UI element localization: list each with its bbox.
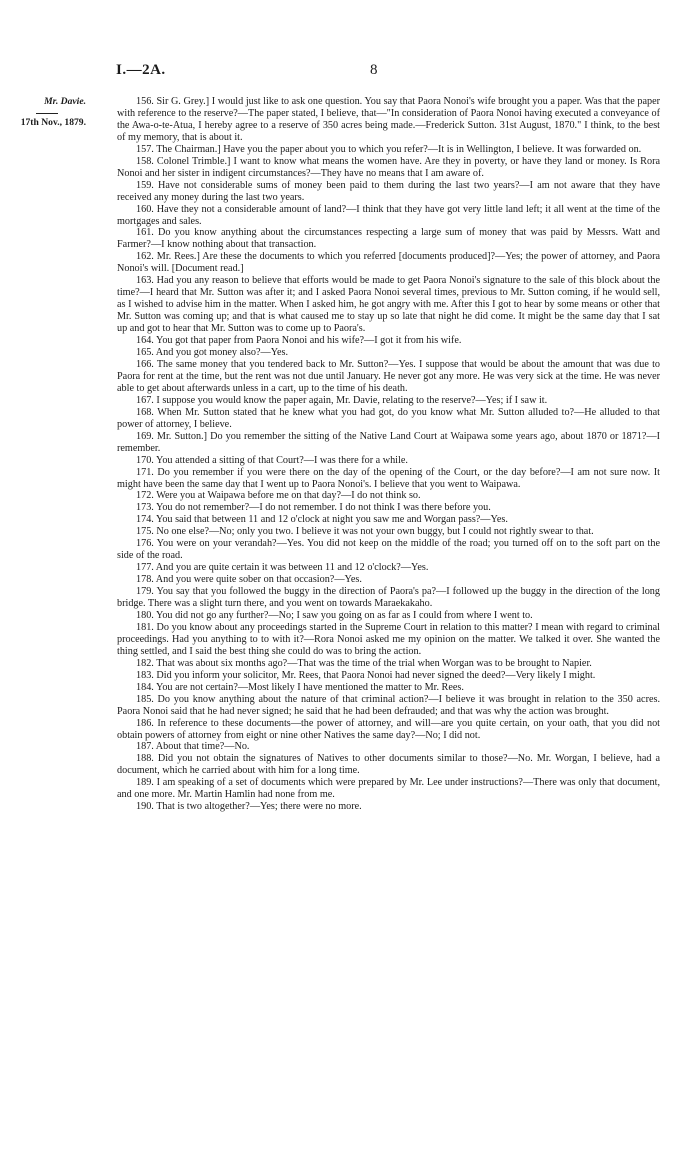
page-end-space <box>117 819 660 829</box>
question-paragraph: 173. You do not remember?—I do not remember. I do not think I was there before you. <box>136 502 491 514</box>
question-paragraph: 170. You attended a sitting of that Court?—I was there for a while. <box>136 454 408 466</box>
minutes-of-evidence <box>117 96 660 829</box>
question-paragraph: 164. You got that paper from Paora Nonoi and his wife?—I got it from his wife. <box>136 335 462 347</box>
question-paragraph: 161. Do you know anything about the circumstances respecting a large sum of money that was paid by Messrs. Watt and Farmer?—I know nothing about that transaction. <box>117 227 660 251</box>
question-paragraph: 178. And you were quite sober on that occasion?—Yes. <box>136 574 362 586</box>
question-paragraph: 168. When Mr. Sutton stated that he knew what you had got, do you know what Mr. Sutton alluded to?—He alluded to that power of attorney, I believe. <box>117 406 660 430</box>
question-paragraph: 181. Do you know about any proceedings started in the Supreme Court in relation to this matter? I mean with regard to criminal proceedings. Had you anything to to with it?—Rora Nonoi asked me my opinion on the matter. We talked it over. She wanted the thing settled, and I said the best thing she could do was to bring the action. <box>117 621 660 657</box>
document-reference: I.—2A. <box>116 62 166 78</box>
question-paragraph: 172. Were you at Waipawa before me on that day?—I do not think so. <box>136 490 421 502</box>
question-paragraph: 159. Have not considerable sums of money been paid to them during the last two years?—I am not aware that they have received any money during the last two years. <box>117 179 660 203</box>
page-header <box>0 62 700 82</box>
question-paragraph: 183. Did you inform your solicitor, Mr. Rees, that Paora Nonoi had never signed the deed?—Very likely I might. <box>136 669 596 681</box>
margin-divider <box>36 113 58 114</box>
question-paragraph: 187. About that time?—No. <box>136 741 250 753</box>
page-number: 8 <box>370 62 378 78</box>
question-paragraph: 189. I am speaking of a set of documents which were prepared by Mr. Lee under instructions?—There was only that document, and one more. Mr. Martin Hamlin had none from me. <box>117 777 660 801</box>
question-paragraph: 177. And you are quite certain it was between 11 and 12 o'clock?—Yes. <box>136 562 429 574</box>
question-paragraph: 175. No one else?—No; only you two. I believe it was not your own buggy, but I could not rightly swear to that. <box>136 526 594 538</box>
question-paragraph: 182. That was about six months ago?—That was the time of the trial when Worgan was to be brought to Napier. <box>136 657 592 669</box>
question-paragraph: 174. You said that between 11 and 12 o'clock at night you saw me and Worgan pass?—Yes. <box>136 514 508 526</box>
question-paragraph: 186. In reference to these documents—the power of attorney, and will—are you quite certain, on your oath, that you did not obtain powers of attorney from eight or nine other Natives the same day?—No; I did not. <box>117 717 660 741</box>
question-paragraph: 157. The Chairman.] Have you the paper about you to which you refer?—It is in Wellington, I believe. It was forwarded on. <box>136 143 642 155</box>
question-paragraph: 156. Sir G. Grey.] I would just like to ask one question. You say that Paora Nonoi's wife brought you a paper. Was that the paper with reference to the reserve?—The paper stated, I believe, that—"In consideration of Paora Nonoi having executed a conveyance of the Awa-o-te-Atua, I hereby agree to a reserve of 350 acres being made.—Frederick Sutton. 31st August, 1870." I think, to the best of my memory, that is about it. <box>117 96 660 143</box>
margin-witness-name: Mr. Davie. <box>44 96 86 107</box>
question-paragraph: 165. And you got money also?—Yes. <box>136 347 289 359</box>
question-paragraph: 169. Mr. Sutton.] Do you remember the sitting of the Native Land Court at Waipawa some years ago, about 1870 or 1871?—I remember. <box>117 430 660 454</box>
question-paragraph: 160. Have they not a considerable amount of land?—I think that they have got very little land left; it all went at the time of the mortgages and sales. <box>117 203 660 227</box>
question-paragraph: 163. Had you any reason to believe that efforts would be made to get Paora Nonoi's signature to the sale of this block about the time?—I heard that Mr. Sutton was after it; and I asked Paora Nonoi several times, previous to Mr. Sutton coming, if he would sell, as I wished to advise him in the matter. When I asked him, he got angry with me. After this I got to hear by some means or other that Mr. Sutton was coming up; and that is what caused me to stay up so late that night he did come. It might be the same day that I sat up and got to hear that Mr. Sutton was to come up to Paora's. <box>117 275 660 335</box>
question-paragraph: 167. I suppose you would know the paper again, Mr. Davie, relating to the reserve?—Yes; if I saw it. <box>136 394 548 406</box>
question-paragraph: 162. Mr. Rees.] Are these the documents to which you referred [documents produced]?—Yes; the power of attorney, and Paora Nonoi's will. [Document read.] <box>117 251 660 275</box>
question-paragraph: 158. Colonel Trimble.] I want to know what means the women have. Are they in poverty, or have they land or money. Is Rora Nonoi and her sister in indigent circumstances?—They have no means that I am aware of. <box>117 155 660 179</box>
margin-date: 17th Nov., 1879. <box>20 117 86 128</box>
margin-note <box>6 96 86 129</box>
question-paragraph: 190. That is two altogether?—Yes; there were no more. <box>136 801 362 813</box>
question-paragraph: 171. Do you remember if you were there on the day of the opening of the Court, or the day before?—I am not sure now. It might have been the same day that I went up to Paora Nonoi's. I believe that you went to Waipawa. <box>117 466 660 490</box>
question-paragraph: 188. Did you not obtain the signatures of Natives to other documents similar to those?—No. Mr. Worgan, I believe, had a document, which he carried about with him for a long time. <box>117 753 660 777</box>
question-paragraph: 180. You did not go any further?—No; I saw you going on as far as I could from where I went to. <box>136 609 533 621</box>
question-paragraph: 176. You were on your verandah?—Yes. You did not keep on the middle of the road; you turned off on to the soft part on the side of the road. <box>117 538 660 562</box>
question-paragraph: 166. The same money that you tendered back to Mr. Sutton?—Yes. I suppose that would be about the amount that was due to Paora for rent at the time, but the rent was not due until January. He never got any more. He was very sick at the time. He was never able to get about afterwards unless in a cart, up to the time of his death. <box>117 358 660 394</box>
question-paragraph: 184. You are not certain?—Most likely I have mentioned the matter to Mr. Rees. <box>136 681 464 693</box>
question-paragraph: 179. You say that you followed the buggy in the direction of Paora's pa?—I followed up the buggy in the direction of the long bridge. There was a slight turn there, and you went on towards Maraekakaho. <box>117 586 660 610</box>
question-paragraph: 185. Do you know anything about the nature of that criminal action?—I believe it was brought in relation to the 350 acres. Paora Nonoi said that he had never signed; he said that he had been defrauded; and that was why the action was brought. <box>117 693 660 717</box>
